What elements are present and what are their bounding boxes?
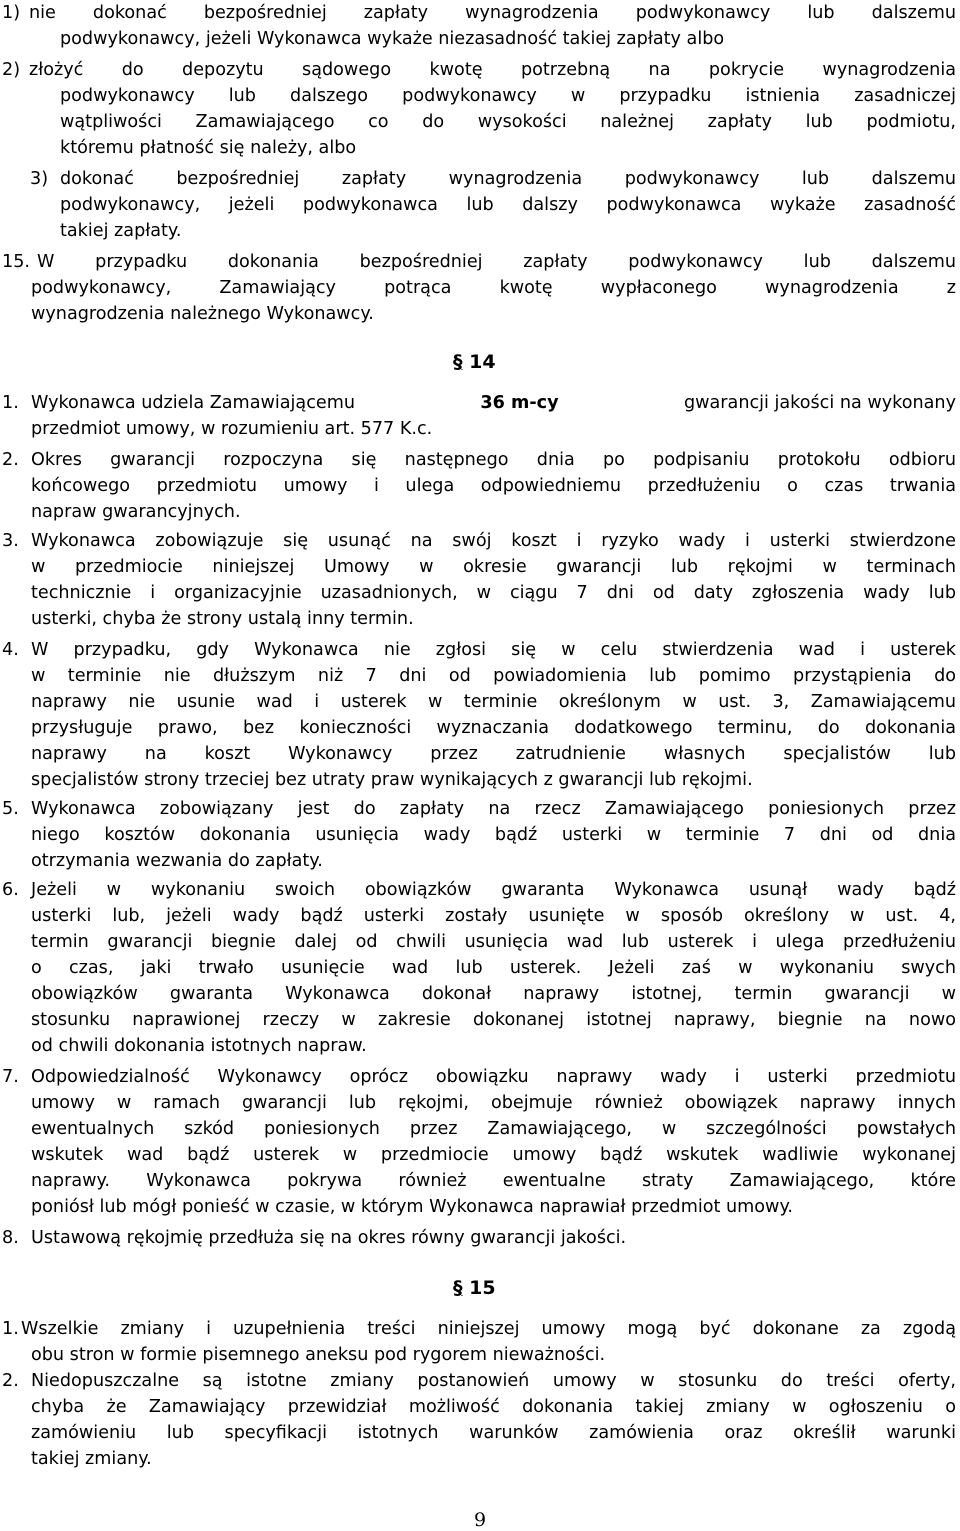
- paragraph-text: ewentualnych szkód poniesionych przez Zamawiającego, w szczególności powstałych: [31, 1119, 956, 1139]
- paragraph-text: termin gwarancji biegnie dalej od chwili usunięcia wad lub usterek i ulega przedłużeniu: [31, 932, 956, 952]
- paragraph-text: naprawy. Wykonawca pokrywa również ewentualne straty Zamawiającego, które: [31, 1171, 956, 1191]
- paragraph-text: nie dokonać bezpośredniej zapłaty wynagrodzenia podwykonawcy lub dalszemu: [29, 3, 956, 23]
- paragraph-text: dokonać bezpośredniej zapłaty wynagrodzenia podwykonawcy lub dalszemu: [60, 169, 956, 189]
- paragraph-text: usterki, chyba że strony ustalą inny termin.: [31, 609, 414, 629]
- section-symbol: §: [453, 1277, 463, 1299]
- paragraph-text: w przedmiocie niniejszej Umowy w okresie gwarancji lub rękojmi w terminach: [31, 557, 956, 577]
- paragraph-text: któremu płatność się należy, albo: [60, 138, 357, 158]
- list-number: 2.: [2, 450, 19, 470]
- list-number: 3.: [2, 531, 19, 551]
- section-symbol: §: [453, 351, 463, 373]
- paragraph-text: podwykonawcy, Zamawiający potrąca kwotę wypłaconego wynagrodzenia z: [31, 278, 956, 298]
- paragraph-text: napraw gwarancyjnych.: [31, 502, 241, 522]
- paragraph-text: Odpowiedzialność Wykonawcy oprócz obowiązku naprawy wady i usterki przedmiotu: [31, 1067, 956, 1087]
- text-segment: Wykonawca udziela Zamawiającemu: [31, 393, 355, 413]
- paragraph-text: usterki lub, jeżeli wady bądź usterki zostały usunięte w sposób określony w ust. 4,: [31, 906, 956, 926]
- paragraph-text: o czas, jaki trwało usunięcie wad lub usterek. Jeżeli zaś w wykonaniu swych: [31, 958, 956, 978]
- paragraph-text: w terminie nie dłuższym niż 7 dni od powiadomienia lub pomimo przystąpienia do: [31, 666, 956, 686]
- paragraph-text: Okres gwarancji rozpoczyna się następnego dnia po podpisaniu protokołu odbioru: [31, 450, 956, 470]
- warranty-period: 36 m-cy: [480, 393, 559, 413]
- paragraph-text: od chwili dokonania istotnych napraw.: [31, 1036, 367, 1056]
- list-number: 2): [2, 60, 21, 80]
- paragraph-text: zamówieniu lub specyfikacji istotnych warunków zamówienia oraz określił warunki: [31, 1423, 956, 1443]
- list-number: 8.: [2, 1228, 19, 1248]
- paragraph-text: podwykonawcy lub dalszego podwykonawcy w przypadku istnienia zasadniczej: [60, 86, 956, 106]
- list-number: 3): [30, 169, 49, 189]
- list-number: 6.: [2, 880, 19, 900]
- list-number: 1): [2, 3, 21, 23]
- paragraph-text: W przypadku dokonania bezpośredniej zapłaty podwykonawcy lub dalszemu: [37, 252, 956, 272]
- paragraph-text: Jeżeli w wykonaniu swoich obowiązków gwaranta Wykonawca usunął wady bądź: [31, 880, 956, 900]
- list-number: 5.: [2, 799, 19, 819]
- paragraph-text: wątpliwości Zamawiającego co do wysokości należnej zapłaty lub podmiotu,: [60, 112, 956, 132]
- paragraph-text: wskutek wad bądź usterek w przedmiocie umowy bądź wskutek wadliwie wykonanej: [31, 1145, 956, 1165]
- paragraph-text: stosunku naprawionej rzeczy w zakresie dokonanej istotnej naprawy, biegnie na nowo: [31, 1010, 956, 1030]
- paragraph-text: technicznie i organizacyjnie uzasadnionych, w ciągu 7 dni od daty zgłoszenia wady lub: [31, 583, 956, 603]
- paragraph-text: końcowego przedmiotu umowy i ulega odpowiedniemu przedłużeniu o czas trwania: [31, 476, 956, 496]
- text-segment: gwarancji jakości na wykonany: [683, 393, 956, 413]
- paragraph-text: W przypadku, gdy Wykonawca nie zgłosi się w celu stwierdzenia wad i usterek: [31, 640, 956, 660]
- section-number: 14: [469, 351, 496, 373]
- paragraph-text: niego kosztów dokonania usunięcia wady bądź usterki w terminie 7 dni od dnia: [31, 825, 956, 845]
- paragraph-text: złożyć do depozytu sądowego kwotę potrzebną na pokrycie wynagrodzenia: [29, 60, 956, 80]
- paragraph-text: wynagrodzenia należnego Wykonawcy.: [31, 304, 374, 324]
- paragraph-text: umowy w ramach gwarancji lub rękojmi, obejmuje również obowiązek naprawy innych: [31, 1093, 956, 1113]
- list-number: 4.: [2, 640, 19, 660]
- paragraph-text: Wszelkie zmiany i uzupełnienia treści niniejszej umowy mogą być dokonane za zgodą: [21, 1319, 956, 1339]
- list-number: 7.: [2, 1067, 19, 1087]
- paragraph-text: Niedopuszczalne są istotne zmiany postanowień umowy w stosunku do treści oferty,: [31, 1371, 956, 1391]
- paragraph-text: otrzymania wezwania do zapłaty.: [31, 851, 323, 871]
- list-number: 1.: [2, 393, 19, 413]
- paragraph-text: Wykonawca zobowiązany jest do zapłaty na rzecz Zamawiającego poniesionych przez: [31, 799, 956, 819]
- section-number: 15: [469, 1277, 496, 1299]
- paragraph-text: specjalistów strony trzeciej bez utraty praw wynikających z gwarancji lub rękojmi.: [31, 770, 753, 790]
- paragraph-text: podwykonawcy, jeżeli podwykonawca lub dalszy podwykonawca wykaże zasadność: [60, 195, 956, 215]
- paragraph-text: chyba że Zamawiający przewidział możliwość dokonania takiej zmiany w ogłoszeniu o: [31, 1397, 956, 1417]
- paragraph-text: poniósł lub mógł ponieść w czasie, w którym Wykonawca naprawiał przedmiot umowy.: [31, 1197, 793, 1217]
- paragraph-text: naprawy nie usunie wad i usterek w terminie określonym w ust. 3, Zamawiającemu: [31, 692, 956, 712]
- paragraph-text: przedmiot umowy, w rozumieniu art. 577 K.c.: [31, 419, 433, 439]
- list-number: 2.: [2, 1371, 19, 1391]
- paragraph-text: takiej zmiany.: [31, 1449, 152, 1469]
- list-number: 15.: [2, 252, 30, 272]
- section-heading-14: [453, 351, 496, 373]
- paragraph-text: naprawy na koszt Wykonawcy przez zatrudnienie własnych specjalistów lub: [31, 744, 956, 764]
- paragraph-text: obu stron w formie pisemnego aneksu pod rygorem nieważności.: [31, 1345, 606, 1365]
- paragraph-text: podwykonawcy, jeżeli Wykonawca wykaże niezasadność takiej zapłaty albo: [60, 29, 725, 49]
- paragraph-text: przysługuje prawo, bez konieczności wyznaczania dodatkowego terminu, do dokonania: [31, 718, 956, 738]
- paragraph-text: Wykonawca zobowiązuje się usunąć na swój koszt i ryzyko wady i usterki stwierdzone: [31, 531, 956, 551]
- section-heading-15: [453, 1277, 496, 1299]
- page-number: 9: [473, 1509, 487, 1531]
- paragraph-text: obowiązków gwaranta Wykonawca dokonał naprawy istotnej, termin gwarancji w: [31, 984, 956, 1004]
- list-number: 1.: [2, 1319, 19, 1339]
- paragraph-text: Ustawową rękojmię przedłuża się na okres równy gwarancji jakości.: [31, 1228, 627, 1248]
- paragraph-text: [31, 390, 956, 416]
- paragraph-text: takiej zapłaty.: [60, 221, 182, 241]
